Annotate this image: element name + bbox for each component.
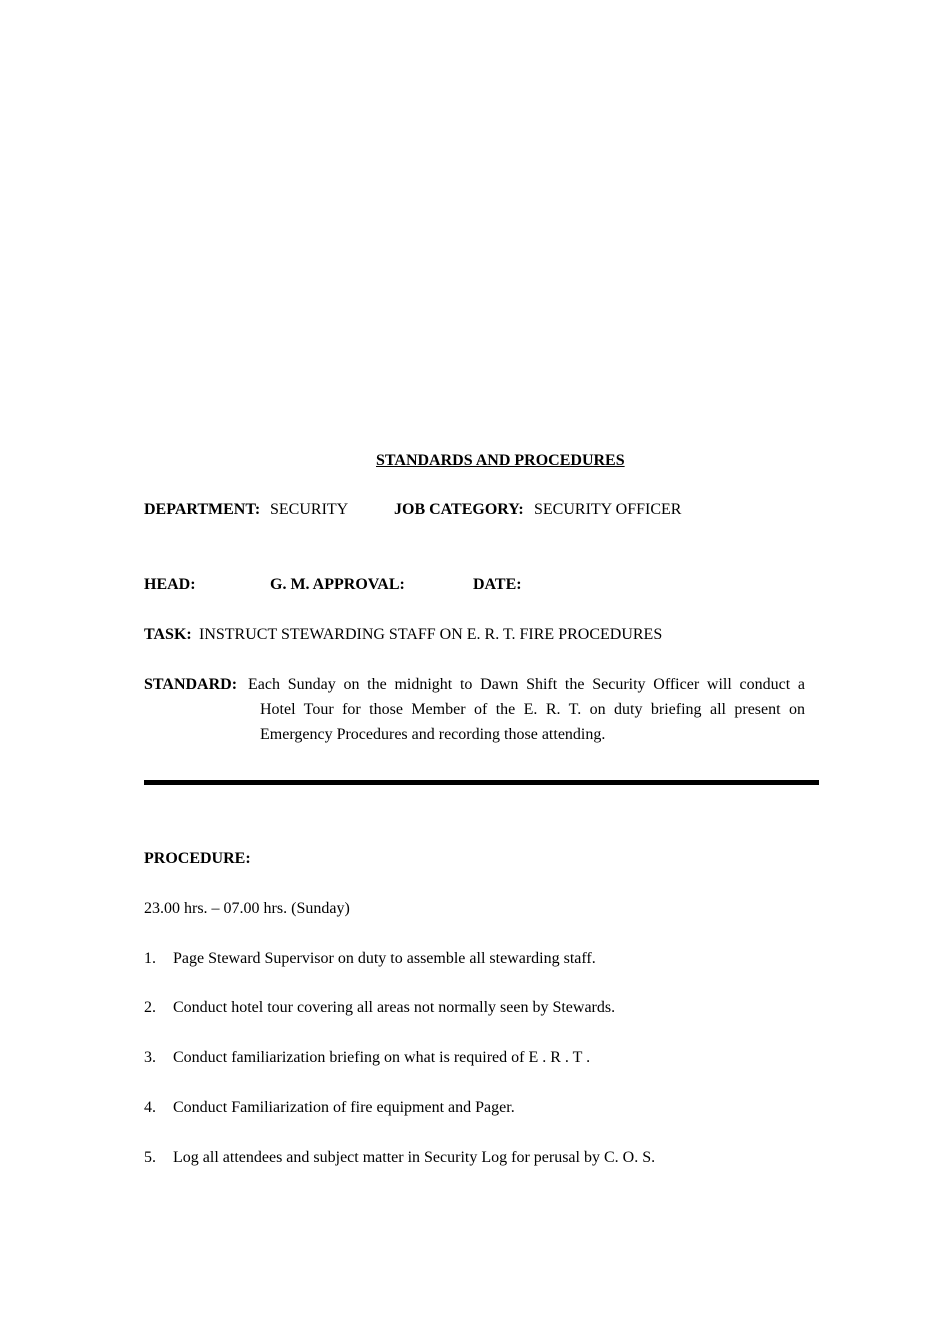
job-category-value: SECURITY OFFICER — [534, 501, 682, 518]
list-item: Page Steward Supervisor on duty to assemble all stewarding staff. — [173, 950, 596, 967]
standard-line: Hotel Tour for those Member of the E. R. T. on duty briefing all present on — [260, 701, 805, 718]
list-item-number: 5. — [144, 1149, 156, 1166]
task-value: INSTRUCT STEWARDING STAFF ON E. R. T. FIRE PROCEDURES — [199, 626, 663, 643]
task-label: TASK: — [144, 626, 192, 643]
date-label: DATE: — [473, 576, 522, 593]
list-item-number: 4. — [144, 1099, 156, 1116]
list-item-number: 3. — [144, 1049, 156, 1066]
gm-approval-label: G. M. APPROVAL: — [270, 576, 405, 593]
job-category-label: JOB CATEGORY: — [394, 501, 524, 518]
list-item-number: 1. — [144, 950, 156, 967]
head-label: HEAD: — [144, 576, 196, 593]
standard-line: Emergency Procedures and recording those attending. — [260, 726, 606, 743]
list-item: Conduct Familiarization of fire equipment and Pager. — [173, 1099, 515, 1116]
horizontal-rule — [144, 780, 819, 785]
department-label: DEPARTMENT: — [144, 501, 261, 518]
list-item: Conduct familiarization briefing on what is required of E . R . T . — [173, 1049, 591, 1066]
list-item-number: 2. — [144, 999, 156, 1016]
standard-line: Each Sunday on the midnight to Dawn Shift the Security Officer will conduct a — [248, 676, 805, 693]
time-range: 23.00 hrs. – 07.00 hrs. (Sunday) — [144, 900, 350, 917]
list-item: Log all attendees and subject matter in Security Log for perusal by C. O. S. — [173, 1149, 656, 1166]
department-value: SECURITY — [270, 501, 349, 518]
procedure-label: PROCEDURE: — [144, 850, 251, 867]
list-item: Conduct hotel tour covering all areas not normally seen by Stewards. — [173, 999, 616, 1016]
standard-label: STANDARD: — [144, 676, 238, 693]
document-title: STANDARDS AND PROCEDURES — [376, 452, 625, 469]
